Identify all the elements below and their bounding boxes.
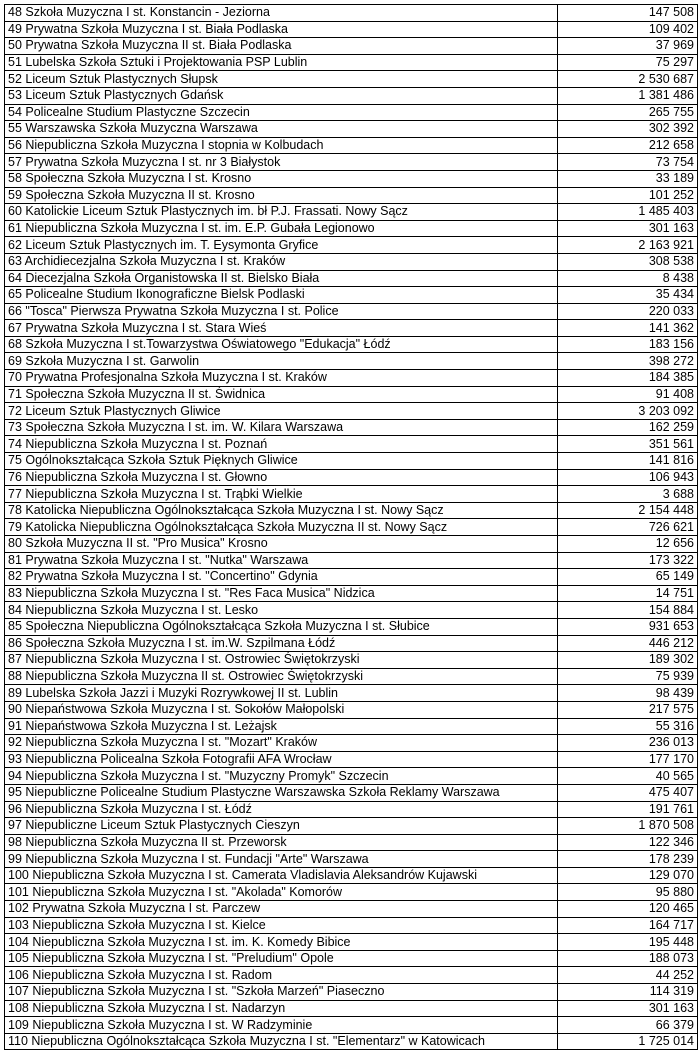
amount-cell: 217 575: [558, 701, 698, 718]
table-row: [5, 917, 698, 934]
table-row: [5, 353, 698, 370]
amount-cell: 162 259: [558, 419, 698, 436]
amount-cell: 33 189: [558, 170, 698, 187]
schools-table-sheet: [4, 4, 698, 1050]
school-name-cell: 81 Prywatna Szkoła Muzyczna I st. "Nutka" Warszawa: [5, 552, 558, 569]
school-name-cell: 64 Diecezjalna Szkoła Organistowska II st. Bielsko Biała: [5, 270, 558, 287]
school-name-cell: 84 Niepubliczna Szkoła Muzyczna I st. Lesko: [5, 602, 558, 619]
amount-cell: 147 508: [558, 5, 698, 22]
school-name-cell: 104 Niepubliczna Szkoła Muzyczna I st. im. K. Komedy Bibice: [5, 934, 558, 951]
amount-cell: 301 163: [558, 1000, 698, 1017]
amount-cell: 302 392: [558, 121, 698, 138]
table-row: [5, 436, 698, 453]
school-name-cell: 90 Niepaństwowa Szkoła Muzyczna I st. Sokołów Małopolski: [5, 701, 558, 718]
school-name-cell: 49 Prywatna Szkoła Muzyczna I st. Biała Podlaska: [5, 21, 558, 38]
school-name-cell: 94 Niepubliczna Szkoła Muzyczna I st. "Muzyczny Promyk" Szczecin: [5, 768, 558, 785]
table-row: [5, 453, 698, 470]
school-name-cell: 91 Niepaństwowa Szkoła Muzyczna I st. Leżajsk: [5, 718, 558, 735]
amount-cell: 351 561: [558, 436, 698, 453]
amount-cell: 195 448: [558, 934, 698, 951]
amount-cell: 2 163 921: [558, 237, 698, 254]
school-name-cell: 73 Społeczna Szkoła Muzyczna I st. im. W. Kilara Warszawa: [5, 419, 558, 436]
amount-cell: 101 252: [558, 187, 698, 204]
school-name-cell: 86 Społeczna Szkoła Muzyczna I st. im.W. Szpilmana Łódź: [5, 635, 558, 652]
amount-cell: 122 346: [558, 834, 698, 851]
school-name-cell: 108 Niepubliczna Szkoła Muzyczna I st. Nadarzyn: [5, 1000, 558, 1017]
amount-cell: 3 688: [558, 486, 698, 503]
table-row: [5, 934, 698, 951]
table-row: [5, 104, 698, 121]
school-name-cell: 56 Niepubliczna Szkoła Muzyczna I stopnia w Kolbudach: [5, 137, 558, 154]
school-name-cell: 71 Społeczna Szkoła Muzyczna II st. Świdnica: [5, 386, 558, 403]
amount-cell: 1 381 486: [558, 87, 698, 104]
table-row: [5, 237, 698, 254]
table-row: [5, 154, 698, 171]
school-name-cell: 103 Niepubliczna Szkoła Muzyczna I st. Kielce: [5, 917, 558, 934]
school-name-cell: 62 Liceum Sztuk Plastycznych im. T. Eysymonta Gryfice: [5, 237, 558, 254]
school-name-cell: 72 Liceum Sztuk Plastycznych Gliwice: [5, 403, 558, 420]
table-row: [5, 884, 698, 901]
school-name-cell: 67 Prywatna Szkoła Muzyczna I st. Stara Wieś: [5, 320, 558, 337]
school-name-cell: 59 Społeczna Szkoła Muzyczna II st. Krosno: [5, 187, 558, 204]
amount-cell: 183 156: [558, 336, 698, 353]
amount-cell: 35 434: [558, 287, 698, 304]
table-row: [5, 303, 698, 320]
amount-cell: 931 653: [558, 618, 698, 635]
table-row: [5, 950, 698, 967]
table-row: [5, 170, 698, 187]
table-row: [5, 253, 698, 270]
table-row: [5, 270, 698, 287]
amount-cell: 154 884: [558, 602, 698, 619]
school-name-cell: 61 Niepubliczna Szkoła Muzyczna I st. im. E.P. Gubała Legionowo: [5, 220, 558, 237]
amount-cell: 1 485 403: [558, 204, 698, 221]
amount-cell: 301 163: [558, 220, 698, 237]
amount-cell: 109 402: [558, 21, 698, 38]
amount-cell: 726 621: [558, 519, 698, 536]
school-name-cell: 66 "Tosca" Pierwsza Prywatna Szkoła Muzyczna I st. Police: [5, 303, 558, 320]
school-name-cell: 89 Lubelska Szkoła Jazzi i Muzyki Rozrywkowej II st. Lublin: [5, 685, 558, 702]
school-name-cell: 92 Niepubliczna Szkoła Muzyczna I st. "Mozart" Kraków: [5, 735, 558, 752]
amount-cell: 55 316: [558, 718, 698, 735]
school-name-cell: 54 Policealne Studium Plastyczne Szczecin: [5, 104, 558, 121]
amount-cell: 106 943: [558, 469, 698, 486]
table-row: [5, 618, 698, 635]
table-row: [5, 851, 698, 868]
amount-cell: 14 751: [558, 585, 698, 602]
table-row: [5, 685, 698, 702]
table-row: [5, 320, 698, 337]
amount-cell: 40 565: [558, 768, 698, 785]
school-name-cell: 55 Warszawska Szkoła Muzyczna Warszawa: [5, 121, 558, 138]
table-row: [5, 967, 698, 984]
school-name-cell: 87 Niepubliczna Szkoła Muzyczna I st. Ostrowiec Świętokrzyski: [5, 652, 558, 669]
amount-cell: 220 033: [558, 303, 698, 320]
school-name-cell: 85 Społeczna Niepubliczna Ogólnokształcąca Szkoła Muzyczna I st. Słubice: [5, 618, 558, 635]
table-row: [5, 38, 698, 55]
school-name-cell: 48 Szkoła Muzyczna I st. Konstancin - Jeziorna: [5, 5, 558, 22]
school-name-cell: 78 Katolicka Niepubliczna Ogólnokształcąca Szkoła Muzyczna I st. Nowy Sącz: [5, 502, 558, 519]
amount-cell: 75 297: [558, 54, 698, 71]
table-row: [5, 718, 698, 735]
table-body: [5, 5, 698, 1050]
table-row: [5, 502, 698, 519]
amount-cell: 1 725 014: [558, 1033, 698, 1050]
amount-cell: 37 969: [558, 38, 698, 55]
school-name-cell: 58 Społeczna Szkoła Muzyczna I st. Krosno: [5, 170, 558, 187]
table-row: [5, 867, 698, 884]
school-name-cell: 93 Niepubliczna Policealna Szkoła Fotografii AFA Wrocław: [5, 751, 558, 768]
school-name-cell: 63 Archidiecezjalna Szkoła Muzyczna I st. Kraków: [5, 253, 558, 270]
table-row: [5, 901, 698, 918]
amount-cell: 141 362: [558, 320, 698, 337]
table-row: [5, 602, 698, 619]
amount-cell: 164 717: [558, 917, 698, 934]
amount-cell: 98 439: [558, 685, 698, 702]
table-row: [5, 71, 698, 88]
table-row: [5, 652, 698, 669]
table-row: [5, 784, 698, 801]
school-name-cell: 69 Szkoła Muzyczna I st. Garwolin: [5, 353, 558, 370]
table-row: [5, 1000, 698, 1017]
amount-cell: 91 408: [558, 386, 698, 403]
school-name-cell: 88 Niepubliczna Szkoła Muzyczna II st. Ostrowiec Świętokrzyski: [5, 668, 558, 685]
school-name-cell: 107 Niepubliczna Szkoła Muzyczna I st. "Szkoła Marzeń" Piaseczno: [5, 984, 558, 1001]
school-name-cell: 74 Niepubliczna Szkoła Muzyczna I st. Poznań: [5, 436, 558, 453]
school-name-cell: 51 Lubelska Szkoła Sztuki i Projektowania PSP Lublin: [5, 54, 558, 71]
amount-cell: 308 538: [558, 253, 698, 270]
table-row: [5, 370, 698, 387]
amount-cell: 3 203 092: [558, 403, 698, 420]
table-row: [5, 137, 698, 154]
table-row: [5, 486, 698, 503]
amount-cell: 129 070: [558, 867, 698, 884]
school-name-cell: 98 Niepubliczna Szkoła Muzyczna II st. Przeworsk: [5, 834, 558, 851]
school-name-cell: 68 Szkoła Muzyczna I st.Towarzystwa Oświatowego "Edukacja" Łódź: [5, 336, 558, 353]
table-row: [5, 336, 698, 353]
table-row: [5, 569, 698, 586]
table-row: [5, 386, 698, 403]
school-name-cell: 60 Katolickie Liceum Sztuk Plastycznych im. bł P.J. Frassati. Nowy Sącz: [5, 204, 558, 221]
table-row: [5, 984, 698, 1001]
school-name-cell: 75 Ogólnokształcąca Szkoła Sztuk Pięknych Gliwice: [5, 453, 558, 470]
school-name-cell: 80 Szkoła Muzyczna II st. "Pro Musica" Krosno: [5, 536, 558, 553]
table-row: [5, 1033, 698, 1050]
amount-cell: 141 816: [558, 453, 698, 470]
table-row: [5, 204, 698, 221]
amount-cell: 12 656: [558, 536, 698, 553]
amount-cell: 212 658: [558, 137, 698, 154]
table-row: [5, 751, 698, 768]
school-name-cell: 76 Niepubliczna Szkoła Muzyczna I st. Głowno: [5, 469, 558, 486]
table-row: [5, 818, 698, 835]
school-name-cell: 100 Niepubliczna Szkoła Muzyczna I st. Camerata Vladislavia Aleksandrów Kujawski: [5, 867, 558, 884]
school-name-cell: 95 Niepubliczne Policealne Studium Plastyczne Warszawska Szkoła Reklamy Warszawa: [5, 784, 558, 801]
table-row: [5, 187, 698, 204]
table-row: [5, 635, 698, 652]
table-row: [5, 1017, 698, 1034]
amount-cell: 265 755: [558, 104, 698, 121]
table-row: [5, 735, 698, 752]
table-row: [5, 469, 698, 486]
school-name-cell: 83 Niepubliczna Szkoła Muzyczna I st. "Res Faca Musica" Nidzica: [5, 585, 558, 602]
amount-cell: 398 272: [558, 353, 698, 370]
amount-cell: 44 252: [558, 967, 698, 984]
school-name-cell: 79 Katolicka Niepubliczna Ogólnokształcąca Szkoła Muzyczna II st. Nowy Sącz: [5, 519, 558, 536]
amount-cell: 236 013: [558, 735, 698, 752]
table-row: [5, 768, 698, 785]
amount-cell: 8 438: [558, 270, 698, 287]
amount-cell: 475 407: [558, 784, 698, 801]
amount-cell: 73 754: [558, 154, 698, 171]
table-row: [5, 54, 698, 71]
amount-cell: 177 170: [558, 751, 698, 768]
table-row: [5, 552, 698, 569]
amount-cell: 446 212: [558, 635, 698, 652]
school-name-cell: 96 Niepubliczna Szkoła Muzyczna I st. Łódź: [5, 801, 558, 818]
amount-cell: 178 239: [558, 851, 698, 868]
table-row: [5, 403, 698, 420]
school-name-cell: 52 Liceum Sztuk Plastycznych Słupsk: [5, 71, 558, 88]
table-row: [5, 834, 698, 851]
amount-cell: 66 379: [558, 1017, 698, 1034]
table-row: [5, 121, 698, 138]
amount-cell: 95 880: [558, 884, 698, 901]
school-name-cell: 99 Niepubliczna Szkoła Muzyczna I st. Fundacji "Arte" Warszawa: [5, 851, 558, 868]
table-row: [5, 21, 698, 38]
table-row: [5, 220, 698, 237]
table-row: [5, 287, 698, 304]
amount-cell: 114 319: [558, 984, 698, 1001]
school-name-cell: 101 Niepubliczna Szkoła Muzyczna I st. "Akolada" Komorów: [5, 884, 558, 901]
schools-funding-table: [4, 4, 698, 1050]
table-row: [5, 801, 698, 818]
school-name-cell: 77 Niepubliczna Szkoła Muzyczna I st. Trąbki Wielkie: [5, 486, 558, 503]
table-row: [5, 536, 698, 553]
school-name-cell: 105 Niepubliczna Szkoła Muzyczna I st. "Preludium" Opole: [5, 950, 558, 967]
school-name-cell: 110 Niepubliczna Ogólnokształcąca Szkoła Muzyczna I st. "Elementarz" w Katowicach: [5, 1033, 558, 1050]
amount-cell: 2 154 448: [558, 502, 698, 519]
school-name-cell: 82 Prywatna Szkoła Muzyczna I st. "Concertino" Gdynia: [5, 569, 558, 586]
school-name-cell: 97 Niepubliczne Liceum Sztuk Plastycznych Cieszyn: [5, 818, 558, 835]
amount-cell: 189 302: [558, 652, 698, 669]
school-name-cell: 53 Liceum Sztuk Plastycznych Gdańsk: [5, 87, 558, 104]
table-row: [5, 585, 698, 602]
amount-cell: 188 073: [558, 950, 698, 967]
amount-cell: 1 870 508: [558, 818, 698, 835]
amount-cell: 184 385: [558, 370, 698, 387]
table-row: [5, 87, 698, 104]
amount-cell: 2 530 687: [558, 71, 698, 88]
amount-cell: 173 322: [558, 552, 698, 569]
table-row: [5, 5, 698, 22]
table-row: [5, 519, 698, 536]
table-row: [5, 668, 698, 685]
school-name-cell: 102 Prywatna Szkoła Muzyczna I st. Parczew: [5, 901, 558, 918]
amount-cell: 65 149: [558, 569, 698, 586]
school-name-cell: 50 Prywatna Szkoła Muzyczna II st. Biała Podlaska: [5, 38, 558, 55]
school-name-cell: 106 Niepubliczna Szkoła Muzyczna I st. Radom: [5, 967, 558, 984]
table-row: [5, 701, 698, 718]
school-name-cell: 70 Prywatna Profesjonalna Szkoła Muzyczna I st. Kraków: [5, 370, 558, 387]
amount-cell: 191 761: [558, 801, 698, 818]
amount-cell: 75 939: [558, 668, 698, 685]
school-name-cell: 57 Prywatna Szkoła Muzyczna I st. nr 3 Białystok: [5, 154, 558, 171]
amount-cell: 120 465: [558, 901, 698, 918]
table-row: [5, 419, 698, 436]
school-name-cell: 109 Niepubliczna Szkoła Muzyczna I st. W Radzyminie: [5, 1017, 558, 1034]
school-name-cell: 65 Policealne Studium Ikonograficzne Bielsk Podlaski: [5, 287, 558, 304]
